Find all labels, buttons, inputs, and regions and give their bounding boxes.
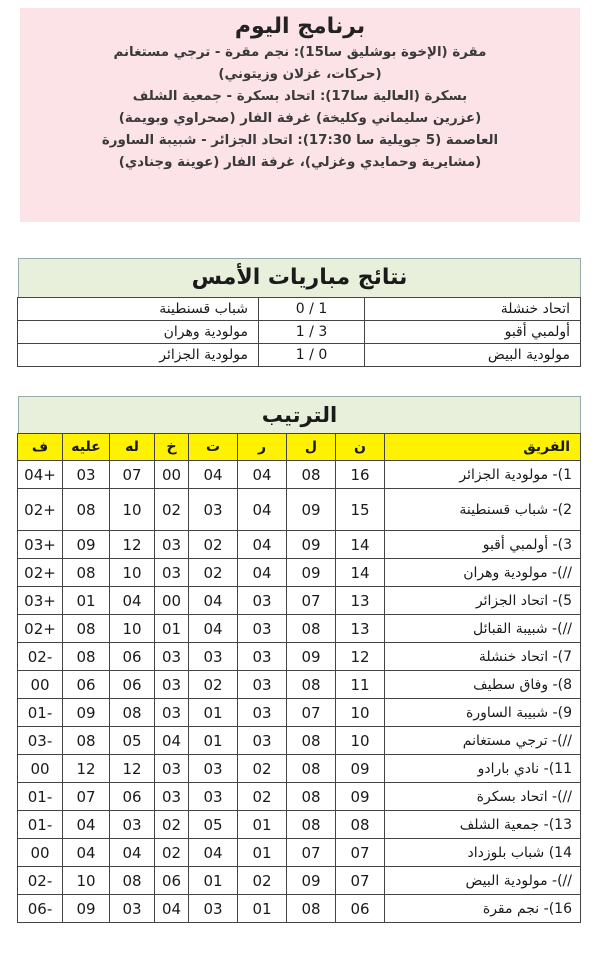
standings-row [18, 531, 581, 559]
points: 12 [336, 643, 385, 671]
played: 07 [287, 839, 336, 867]
program-title: برنامج اليوم [234, 14, 366, 39]
standings-row [18, 489, 581, 531]
lost: 02 [155, 489, 189, 531]
draw: 01 [189, 699, 238, 727]
lost: 03 [155, 643, 189, 671]
standings-title: الترتيب [18, 396, 581, 433]
points: 10 [336, 699, 385, 727]
goal-diff: -01 [18, 811, 63, 839]
won: 03 [238, 671, 287, 699]
team-name: 14) شباب بلوزداد [385, 839, 581, 867]
away-team: شباب قسنطينة [18, 298, 259, 321]
points: 08 [336, 811, 385, 839]
home-team: مولودية البيض [365, 344, 581, 367]
team-name: 11)- نادي بارادو [385, 755, 581, 783]
col-played: ل [287, 434, 336, 461]
standings-row [18, 559, 581, 587]
team-name: 1)- مولودية الجزائر [385, 461, 581, 489]
col-draw: ت [189, 434, 238, 461]
lost: 01 [155, 615, 189, 643]
won: 03 [238, 643, 287, 671]
goals-against: 08 [63, 559, 110, 587]
draw: 02 [189, 559, 238, 587]
lost: 00 [155, 587, 189, 615]
col-team: الفريق [385, 434, 581, 461]
standings-body [18, 461, 581, 923]
goals-for: 10 [110, 559, 155, 587]
played: 07 [287, 699, 336, 727]
won: 04 [238, 489, 287, 531]
draw: 01 [189, 867, 238, 895]
standings-section [18, 396, 581, 923]
won: 01 [238, 811, 287, 839]
team-name: //)- مولودية وهران [385, 559, 581, 587]
goal-diff: +03 [18, 587, 63, 615]
standings-row [18, 755, 581, 783]
points: 09 [336, 783, 385, 811]
result-row [18, 321, 581, 344]
goals-for: 10 [110, 615, 155, 643]
goal-diff: -01 [18, 699, 63, 727]
goal-diff: +02 [18, 559, 63, 587]
goals-for: 07 [110, 461, 155, 489]
away-team: مولودية وهران [18, 321, 259, 344]
draw: 01 [189, 727, 238, 755]
team-name: //)- اتحاد بسكرة [385, 783, 581, 811]
points: 11 [336, 671, 385, 699]
goals-for: 06 [110, 783, 155, 811]
goals-against: 08 [63, 489, 110, 531]
col-won: ر [238, 434, 287, 461]
played: 08 [287, 895, 336, 923]
goals-for: 12 [110, 755, 155, 783]
goal-diff: -03 [18, 727, 63, 755]
lost: 03 [155, 531, 189, 559]
lost: 02 [155, 811, 189, 839]
standings-row [18, 783, 581, 811]
goal-diff: -02 [18, 867, 63, 895]
won: 03 [238, 615, 287, 643]
goal-diff: 00 [18, 839, 63, 867]
draw: 05 [189, 811, 238, 839]
played: 08 [287, 461, 336, 489]
won: 02 [238, 783, 287, 811]
match-score: 1 / 0 [259, 298, 365, 321]
points: 06 [336, 895, 385, 923]
played: 08 [287, 783, 336, 811]
program-line: (حركات، غزلان وزيتوني) [218, 67, 382, 82]
away-team: مولودية الجزائر [18, 344, 259, 367]
draw: 04 [189, 839, 238, 867]
goals-for: 12 [110, 531, 155, 559]
standings-row [18, 811, 581, 839]
won: 04 [238, 461, 287, 489]
program-line: العاصمة (5 جويلية سا 17:30): اتحاد الجزائر - شبيبة الساورة [101, 133, 499, 148]
won: 01 [238, 839, 287, 867]
played: 09 [287, 643, 336, 671]
goals-for: 10 [110, 489, 155, 531]
lost: 03 [155, 671, 189, 699]
goals-against: 04 [63, 811, 110, 839]
team-name: //)- ترجي مستغانم [385, 727, 581, 755]
program-line: مقرة (الإخوة بوشليق سا15): نجم مقرة - ترجي مستغانم [113, 45, 487, 60]
lost: 06 [155, 867, 189, 895]
played: 08 [287, 615, 336, 643]
goals-for: 04 [110, 839, 155, 867]
draw: 03 [189, 643, 238, 671]
goals-against: 09 [63, 895, 110, 923]
goals-for: 05 [110, 727, 155, 755]
team-name: 9)- شبيبة الساورة [385, 699, 581, 727]
standings-row [18, 671, 581, 699]
standings-row [18, 867, 581, 895]
points: 16 [336, 461, 385, 489]
program-line: (عزرين سليماني وكليخة) غرفة الفار (صحراوي وبويمة) [118, 111, 482, 126]
goals-for: 04 [110, 587, 155, 615]
goals-for: 06 [110, 671, 155, 699]
goals-for: 06 [110, 643, 155, 671]
played: 08 [287, 811, 336, 839]
lost: 03 [155, 559, 189, 587]
played: 08 [287, 755, 336, 783]
lost: 03 [155, 755, 189, 783]
goals-against: 03 [63, 461, 110, 489]
draw: 04 [189, 461, 238, 489]
won: 04 [238, 531, 287, 559]
standings-row [18, 699, 581, 727]
results-table [17, 297, 581, 367]
points: 13 [336, 587, 385, 615]
points: 09 [336, 755, 385, 783]
standings-row [18, 727, 581, 755]
program-line: بسكرة (العالية سا17): اتحاد بسكرة - جمعية الشلف [132, 89, 468, 104]
goals-against: 04 [63, 839, 110, 867]
draw: 02 [189, 531, 238, 559]
standings-row [18, 839, 581, 867]
played: 09 [287, 559, 336, 587]
lost: 03 [155, 783, 189, 811]
played: 08 [287, 727, 336, 755]
draw: 03 [189, 783, 238, 811]
today-program-box [20, 8, 580, 222]
goal-diff: -02 [18, 643, 63, 671]
team-name: 8)- وفاق سطيف [385, 671, 581, 699]
standings-row [18, 643, 581, 671]
goals-against: 09 [63, 531, 110, 559]
lost: 03 [155, 699, 189, 727]
goals-for: 08 [110, 699, 155, 727]
team-name: 13)- جمعية الشلف [385, 811, 581, 839]
col-lost: خ [155, 434, 189, 461]
result-row [18, 298, 581, 321]
played: 09 [287, 489, 336, 531]
won: 02 [238, 755, 287, 783]
col-points: ن [336, 434, 385, 461]
standings-row [18, 461, 581, 489]
team-name: 3)- أولمبي أقبو [385, 531, 581, 559]
goals-against: 06 [63, 671, 110, 699]
goal-diff: +02 [18, 489, 63, 531]
won: 03 [238, 587, 287, 615]
goal-diff: +03 [18, 531, 63, 559]
won: 02 [238, 867, 287, 895]
goals-for: 03 [110, 895, 155, 923]
draw: 03 [189, 895, 238, 923]
col-goals-against: عليه [63, 434, 110, 461]
draw: 03 [189, 755, 238, 783]
goal-diff: -01 [18, 783, 63, 811]
lost: 04 [155, 895, 189, 923]
won: 01 [238, 895, 287, 923]
won: 04 [238, 559, 287, 587]
results-section [18, 258, 581, 367]
lost: 04 [155, 727, 189, 755]
goals-against: 07 [63, 783, 110, 811]
draw: 04 [189, 615, 238, 643]
goals-for: 03 [110, 811, 155, 839]
goals-against: 08 [63, 727, 110, 755]
draw: 03 [189, 489, 238, 531]
goal-diff: 00 [18, 755, 63, 783]
standings-row [18, 895, 581, 923]
team-name: 16)- نجم مقرة [385, 895, 581, 923]
goals-against: 08 [63, 615, 110, 643]
points: 10 [336, 727, 385, 755]
played: 09 [287, 531, 336, 559]
draw: 04 [189, 587, 238, 615]
standings-row [18, 587, 581, 615]
goals-against: 10 [63, 867, 110, 895]
goals-against: 01 [63, 587, 110, 615]
points: 13 [336, 615, 385, 643]
col-goals-for: له [110, 434, 155, 461]
goal-diff: +04 [18, 461, 63, 489]
goal-diff: -06 [18, 895, 63, 923]
goals-against: 08 [63, 643, 110, 671]
team-name: //)- مولودية البيض [385, 867, 581, 895]
lost: 02 [155, 839, 189, 867]
points: 14 [336, 559, 385, 587]
points: 14 [336, 531, 385, 559]
match-score: 0 / 1 [259, 344, 365, 367]
standings-row [18, 615, 581, 643]
goals-against: 09 [63, 699, 110, 727]
team-name: 2)- شباب قسنطينة [385, 489, 581, 531]
lost: 00 [155, 461, 189, 489]
home-team: اتحاد خنشلة [365, 298, 581, 321]
points: 15 [336, 489, 385, 531]
points: 07 [336, 839, 385, 867]
match-score: 3 / 1 [259, 321, 365, 344]
team-name: 5)- اتحاد الجزائر [385, 587, 581, 615]
program-line: (مشايرية وحمايدي وغزلي)، غرفة الفار (عوينة وجنادي) [118, 155, 482, 170]
home-team: أولمبي أقبو [365, 321, 581, 344]
draw: 02 [189, 671, 238, 699]
result-row [18, 344, 581, 367]
standings-header-row [18, 434, 581, 461]
goal-diff: +02 [18, 615, 63, 643]
team-name: //)- شبيبة القبائل [385, 615, 581, 643]
won: 03 [238, 727, 287, 755]
played: 09 [287, 867, 336, 895]
played: 07 [287, 587, 336, 615]
won: 03 [238, 699, 287, 727]
points: 07 [336, 867, 385, 895]
standings-table [17, 433, 581, 923]
col-goal-diff: ف [18, 434, 63, 461]
team-name: 7)- اتحاد خنشلة [385, 643, 581, 671]
goals-for: 08 [110, 867, 155, 895]
goals-against: 12 [63, 755, 110, 783]
played: 08 [287, 671, 336, 699]
goal-diff: 00 [18, 671, 63, 699]
results-title: نتائج مباريات الأمس [18, 258, 581, 297]
